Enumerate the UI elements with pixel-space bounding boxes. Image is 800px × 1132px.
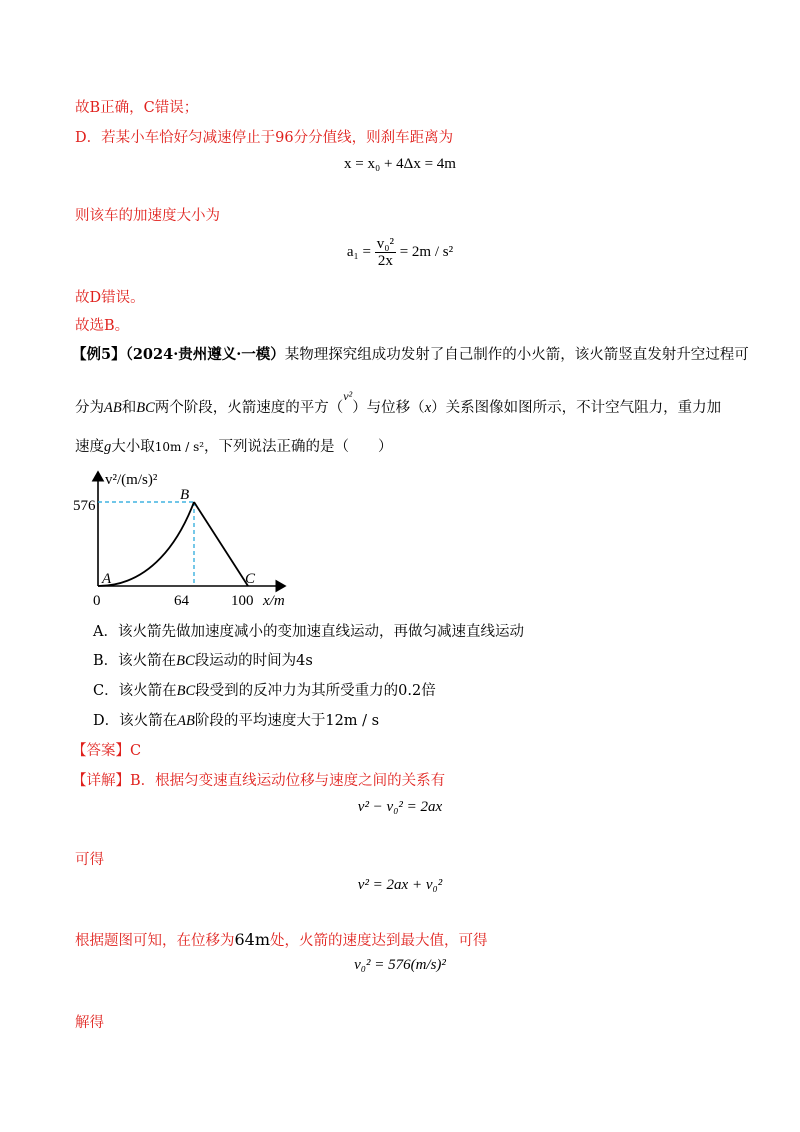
answer-label: 【答案】	[72, 743, 130, 759]
question-text-3c: 大小取	[111, 439, 155, 455]
g-symbol: g	[104, 439, 112, 455]
equation-v-squared	[0, 877, 800, 894]
eq5-text: v₀² = 576(m/s)²	[354, 957, 446, 973]
v-squared-symbol: v²	[343, 389, 353, 403]
segment-ab: AB	[104, 400, 122, 416]
option-a-text: 该火箭先做加速度减小的变加速直线运动，再做匀减速直线运动	[117, 624, 524, 640]
point-label-c: C	[245, 571, 256, 587]
x-tick-0: 0	[93, 593, 101, 609]
text-line-option-d: D．若某小车恰好匀减速停止于96分分值线，则刹车距离为	[75, 130, 454, 146]
question-text-3e: ，下列说法正确的是（ ）	[204, 439, 393, 455]
eq4-text: v² = 2ax + v₀²	[357, 877, 443, 893]
segment-bc: BC	[136, 400, 155, 416]
eq2-denominator: 2x	[377, 253, 393, 269]
text-line-solve: 解得	[75, 1015, 104, 1031]
g-value: 10m / s²	[154, 440, 205, 454]
question-text-3a: 速度	[75, 439, 104, 455]
text-line-acceleration: 则该车的加速度大小为	[75, 208, 220, 224]
x-axis-label: x/m	[263, 593, 285, 609]
option-d-text-a: 该火箭在	[119, 713, 178, 729]
option-d-letter: D．	[93, 713, 120, 729]
answer-line	[72, 741, 141, 761]
example-tag: 【例5】	[72, 346, 126, 363]
option-a	[93, 622, 524, 642]
option-b-segment: BC	[176, 653, 195, 669]
question-text-2g: ）与位移（	[352, 400, 425, 416]
x-symbol: x	[424, 400, 432, 416]
option-b-text-c: 段运动的时间为4s	[194, 653, 313, 669]
option-a-letter: A．	[93, 624, 118, 640]
question-line-3	[75, 437, 393, 457]
text-line-b-correct: 故B正确，C错误；	[75, 100, 199, 116]
option-b	[93, 651, 313, 671]
equation-braking-distance: x = x₀ + 4Δx = 4m	[344, 156, 456, 172]
eq2-numerator: v₀²	[376, 236, 394, 252]
equation-velocity-displacement	[0, 799, 800, 816]
option-b-text-a: 该火箭在	[118, 653, 177, 669]
text-line-choose-b: 故选B。	[75, 318, 130, 334]
option-c-segment: BC	[176, 683, 196, 699]
y-axis-label: v²/(m/s)²	[105, 472, 158, 488]
equation-v0-squared	[0, 957, 800, 974]
question-text-2e: 两个阶段，火箭速度的平方（	[154, 400, 344, 416]
text-line-from-figure	[75, 930, 488, 951]
detail-text: B．根据匀变速直线运动位移与速度之间的关系有	[130, 773, 446, 789]
option-d	[93, 711, 379, 731]
fig-text-a: 根据题图可知，在位移为	[75, 933, 235, 949]
option-d-text-c: 阶段的平均速度大于12m / s	[194, 713, 380, 729]
option-b-letter: B．	[93, 653, 119, 669]
text-line-derive: 可得	[75, 852, 104, 868]
point-label-a: A	[102, 571, 112, 587]
curve-segment-ab	[98, 502, 194, 586]
detail-line	[72, 771, 445, 791]
question-line-2	[75, 389, 722, 418]
eq2-fraction	[375, 236, 396, 269]
eq2-rhs: = 2m / s²	[399, 243, 454, 260]
line-segment-bc	[194, 502, 248, 586]
question-text-2i: ）关系图像如图所示，不计空气阻力，重力加	[431, 400, 722, 416]
option-c-text-a: 该火箭在	[118, 683, 177, 699]
option-c	[93, 681, 436, 701]
option-c-letter: C．	[93, 683, 119, 699]
text-line-d-wrong: 故D错误。	[75, 290, 145, 306]
option-d-segment: AB	[177, 713, 195, 729]
x-tick-100: 100	[231, 593, 254, 609]
fig-text-c: 处，火箭的速度达到最大值，可得	[270, 933, 488, 949]
y-tick-576: 576	[73, 498, 96, 514]
detail-label: 【详解】	[72, 773, 130, 789]
question-line-1	[72, 345, 749, 365]
point-label-b: B	[180, 487, 190, 503]
eq2-lhs: a₁ =	[346, 243, 371, 260]
eq3-text: v² − v₀² = 2ax	[357, 799, 443, 815]
answer-value: C	[130, 743, 142, 759]
question-text-1: 某物理探究组成功发射了自己制作的小火箭，该火箭竖直发射升空过程可	[284, 347, 749, 363]
x-tick-64: 64	[174, 593, 189, 609]
question-text-2c: 和	[121, 400, 137, 416]
example-source: （2024·贵州遵义·一模）	[125, 346, 285, 363]
equation-acceleration	[0, 236, 800, 269]
question-text-2a: 分为	[75, 400, 104, 416]
fig-text-64m: 64m	[234, 930, 271, 949]
option-c-text-c: 段受到的反冲力为其所受重力的0.2倍	[195, 683, 436, 699]
v2-x-graph	[73, 466, 315, 616]
